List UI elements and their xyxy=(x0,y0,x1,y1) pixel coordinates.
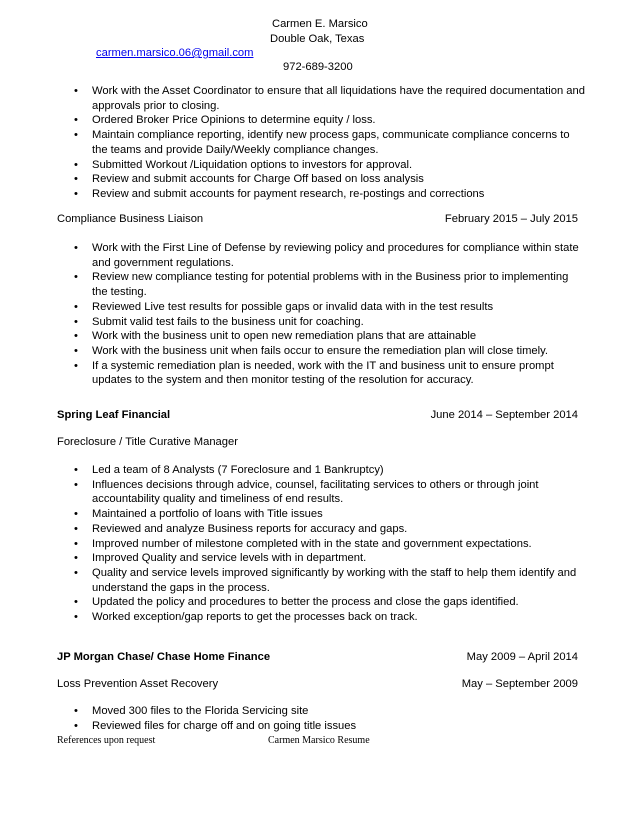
page-footer xyxy=(57,734,370,749)
bullet-list-asset-duties xyxy=(0,84,638,202)
list-item xyxy=(0,359,638,388)
job-title: Compliance Business Liaison xyxy=(57,213,204,225)
bullet-list-loss-prevention-duties xyxy=(0,704,638,733)
list-item-text: Ordered Broker Price Opinions to determine equity / loss. xyxy=(92,114,376,127)
bullet-icon: • xyxy=(74,271,78,284)
list-item-text: Work with the Asset Coordinator to ensure that all liquidations have the required documentation and approvals prior to closing. xyxy=(92,85,585,112)
bullet-icon: • xyxy=(74,330,78,343)
bullet-icon: • xyxy=(74,464,78,476)
list-item-text: Influences decisions through advice, counsel, facilitating services to others or through joint accountability quality and timeliness of end results. xyxy=(92,478,539,506)
list-item xyxy=(0,158,638,173)
list-item xyxy=(0,595,638,610)
list-item xyxy=(0,128,638,157)
list-item-text: Review and submit accounts for Charge Off based on loss analysis xyxy=(92,173,424,186)
list-item-text: Review new compliance testing for potential problems with in the Business prior to implementing the testing. xyxy=(92,271,569,299)
bullet-icon: • xyxy=(74,719,78,732)
list-item-text: Submit valid test fails to the business unit for coaching. xyxy=(92,315,364,328)
list-item-text: Worked exception/gap reports to get the processes back on track. xyxy=(92,611,418,624)
phone-number: 972-689-3200 xyxy=(283,61,353,73)
list-item xyxy=(0,566,638,595)
job-row-loss-prevention xyxy=(57,677,578,692)
list-item xyxy=(0,270,638,299)
list-item-text: Reviewed and analyze Business reports for accuracy and gaps. xyxy=(92,522,408,535)
bullet-icon: • xyxy=(74,158,78,171)
bullet-icon: • xyxy=(74,596,78,609)
job-dates: May – September 2009 xyxy=(461,678,578,690)
list-item xyxy=(0,478,638,507)
list-item xyxy=(0,507,638,522)
bullet-icon: • xyxy=(74,566,78,579)
job-title: Foreclosure / Title Curative Manager xyxy=(57,436,238,448)
list-item-text: Reviewed files for charge off and on going title issues xyxy=(92,719,357,732)
list-item xyxy=(0,241,638,270)
bullet-icon: • xyxy=(74,129,78,142)
company-dates: June 2014 – September 2014 xyxy=(430,409,578,421)
list-item xyxy=(0,719,638,734)
company-name: JP Morgan Chase/ Chase Home Finance xyxy=(57,651,271,663)
candidate-location: Double Oak, Texas xyxy=(270,33,365,45)
list-item xyxy=(0,463,638,478)
bullet-icon: • xyxy=(74,242,78,254)
bullet-icon: • xyxy=(74,300,78,313)
bullet-icon: • xyxy=(74,114,78,127)
list-item-text: Work with the First Line of Defense by reviewing policy and procedures for compliance within state and government regulations. xyxy=(92,242,579,269)
bullet-icon: • xyxy=(74,315,78,328)
list-item-text: Maintained a portfolio of loans with Title issues xyxy=(92,508,323,521)
bullet-icon: • xyxy=(74,478,78,491)
job-row-compliance-liaison xyxy=(57,212,578,227)
list-item xyxy=(0,537,638,552)
bullet-icon: • xyxy=(74,552,78,565)
email-link[interactable]: carmen.marsico.06@gmail.com xyxy=(96,47,254,59)
list-item-text: Reviewed Live test results for possible gaps or invalid data with in the test results xyxy=(92,300,494,313)
company-name: Spring Leaf Financial xyxy=(57,409,171,421)
bullet-icon: • xyxy=(74,359,78,372)
list-item-text: Updated the policy and procedures to better the process and close the gaps identified. xyxy=(92,596,519,609)
list-item xyxy=(0,704,638,719)
bullet-icon: • xyxy=(74,344,78,357)
bullet-icon: • xyxy=(74,85,78,97)
company-row-springleaf xyxy=(57,408,578,423)
list-item xyxy=(0,315,638,330)
company-dates: May 2009 – April 2014 xyxy=(466,651,578,663)
bullet-list-foreclosure-duties xyxy=(0,463,638,625)
job-title: Loss Prevention Asset Recovery xyxy=(57,678,219,690)
job-dates: February 2015 – July 2015 xyxy=(444,213,578,225)
list-item-text: Maintain compliance reporting, identify new process gaps, communicate compliance concerns to the teams and provide Daily/Weekly compliance changes. xyxy=(92,129,570,156)
bullet-icon: • xyxy=(74,508,78,521)
list-item xyxy=(0,113,638,128)
list-item-text: Work with the business unit to open new remediation plans that are attainable xyxy=(92,330,477,343)
footer-left-text: References upon request xyxy=(57,735,156,746)
list-item xyxy=(0,187,638,202)
bullet-icon: • xyxy=(74,187,78,200)
bullet-icon: • xyxy=(74,522,78,535)
bullet-icon: • xyxy=(74,705,78,717)
bullet-icon: • xyxy=(74,537,78,550)
list-item-text: Improved number of milestone completed with in the state and government expectations. xyxy=(92,537,532,550)
list-item xyxy=(0,610,638,625)
list-item-text: Moved 300 files to the Florida Servicing site xyxy=(92,705,309,717)
bullet-icon: • xyxy=(74,611,78,624)
list-item-text: Submitted Workout /Liquidation options to investors for approval. xyxy=(92,158,413,171)
list-item xyxy=(0,300,638,315)
list-item-text: Work with the business unit when fails occur to ensure the remediation plan will close timely. xyxy=(92,344,548,357)
list-item-text: Improved Quality and service levels with in department. xyxy=(92,552,367,565)
list-item xyxy=(0,172,638,187)
list-item xyxy=(0,84,638,113)
candidate-name: Carmen E. Marsico xyxy=(272,18,368,30)
footer-right-text: Carmen Marsico Resume xyxy=(268,735,370,746)
list-item-text: Led a team of 8 Analysts (7 Foreclosure and 1 Bankruptcy) xyxy=(92,464,384,476)
list-item xyxy=(0,329,638,344)
list-item xyxy=(0,551,638,566)
bullet-list-liaison-duties xyxy=(0,241,638,388)
list-item xyxy=(0,522,638,537)
company-row-jpmorgan xyxy=(57,650,578,665)
list-item-text: If a systemic remediation plan is needed, work with the IT and business unit to ensure prompt updates to the system and then monitor testing of the resolution for accuracy. xyxy=(92,359,554,387)
list-item-text: Quality and service levels improved significantly by working with the staff to help them identify and understand the gaps in the process. xyxy=(92,566,577,594)
bullet-icon: • xyxy=(74,173,78,186)
list-item-text: Review and submit accounts for payment research, re-postings and corrections xyxy=(92,187,485,200)
list-item xyxy=(0,344,638,359)
job-row-foreclosure xyxy=(57,435,578,450)
